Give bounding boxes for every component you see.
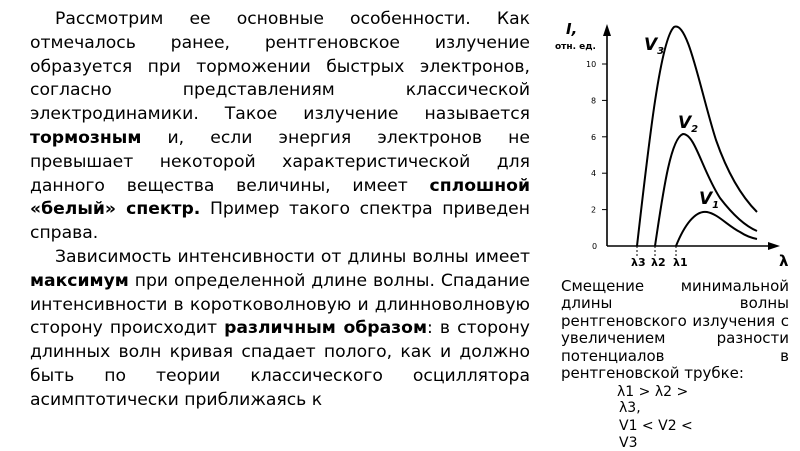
curve-v1 bbox=[676, 212, 757, 246]
bold-term-maximum: максимум bbox=[30, 270, 129, 291]
y-tick-label: 2 bbox=[591, 205, 597, 215]
x-axis-label: λ bbox=[779, 252, 789, 270]
paragraph-1: Рассмотрим ее основные особенности. Как отмечалось ранее, рентгеновское излучение образуется при торможении быстрых электронов, согласно представлениям классической электродинамики. Такое излучение называется тормозным и, если энергия электронов не превышает некоторой характеристической для данного вещества величины, имеет сплошной «белый» спектр. Пример такого спектра приведен справа. bbox=[30, 9, 530, 244]
caption-overlap-4: V3 bbox=[619, 435, 638, 451]
bold-term-different-way: различным образом bbox=[224, 318, 428, 339]
y-tick-label: 10 bbox=[586, 60, 597, 69]
y-tick-label: 6 bbox=[591, 132, 597, 142]
caption-overlap-1: λ1 > λ2 > bbox=[617, 384, 689, 400]
spectrum-figure bbox=[540, 0, 800, 278]
y-axis-arrow bbox=[603, 24, 611, 36]
zero-label: 0 bbox=[592, 242, 598, 251]
lambda1-label: λ1 bbox=[673, 256, 688, 269]
y-axis-unit: отн. ед. bbox=[555, 42, 596, 52]
curve-label-v1: $V_1$ bbox=[699, 189, 720, 211]
y-axis-label: I, bbox=[566, 20, 578, 38]
main-text bbox=[30, 8, 530, 413]
lambda3-label: λ3 bbox=[631, 256, 646, 269]
curve-label-v3: $V_3$ bbox=[644, 35, 665, 57]
y-ticks bbox=[586, 60, 607, 215]
curve-label-v2: $V_2$ bbox=[678, 113, 699, 135]
bold-term-bremsstrahlung: тормозным bbox=[30, 127, 142, 148]
y-tick-label: 4 bbox=[591, 169, 597, 179]
lambda2-label: λ2 bbox=[651, 256, 666, 269]
caption-overlap-2: λ3, bbox=[619, 400, 641, 416]
y-tick-label: 8 bbox=[591, 96, 597, 106]
figure-caption bbox=[561, 277, 789, 451]
bold-term-continuous-spectrum: сплошной «белый» спектр. bbox=[30, 175, 530, 220]
x-axis-arrow bbox=[768, 242, 780, 250]
caption-text: Смещение минимальной длины волны рентгеновского излучения с увеличением разности потенциалов в рентгеновской трубке: bbox=[561, 277, 789, 383]
caption-overlap-3: V1 < V2 < bbox=[619, 418, 693, 434]
paragraph-2: Зависимость интенсивности от длины волны имеет максимум при определенной длине волны. Спадание интенсивности в коротковолновую и длинноволновую сторону происходит различным образом: в сторону длинных волн кривая спадает полого, как и должно быть по теории классического осциллятора асимптотически приближаясь к bbox=[30, 246, 530, 410]
